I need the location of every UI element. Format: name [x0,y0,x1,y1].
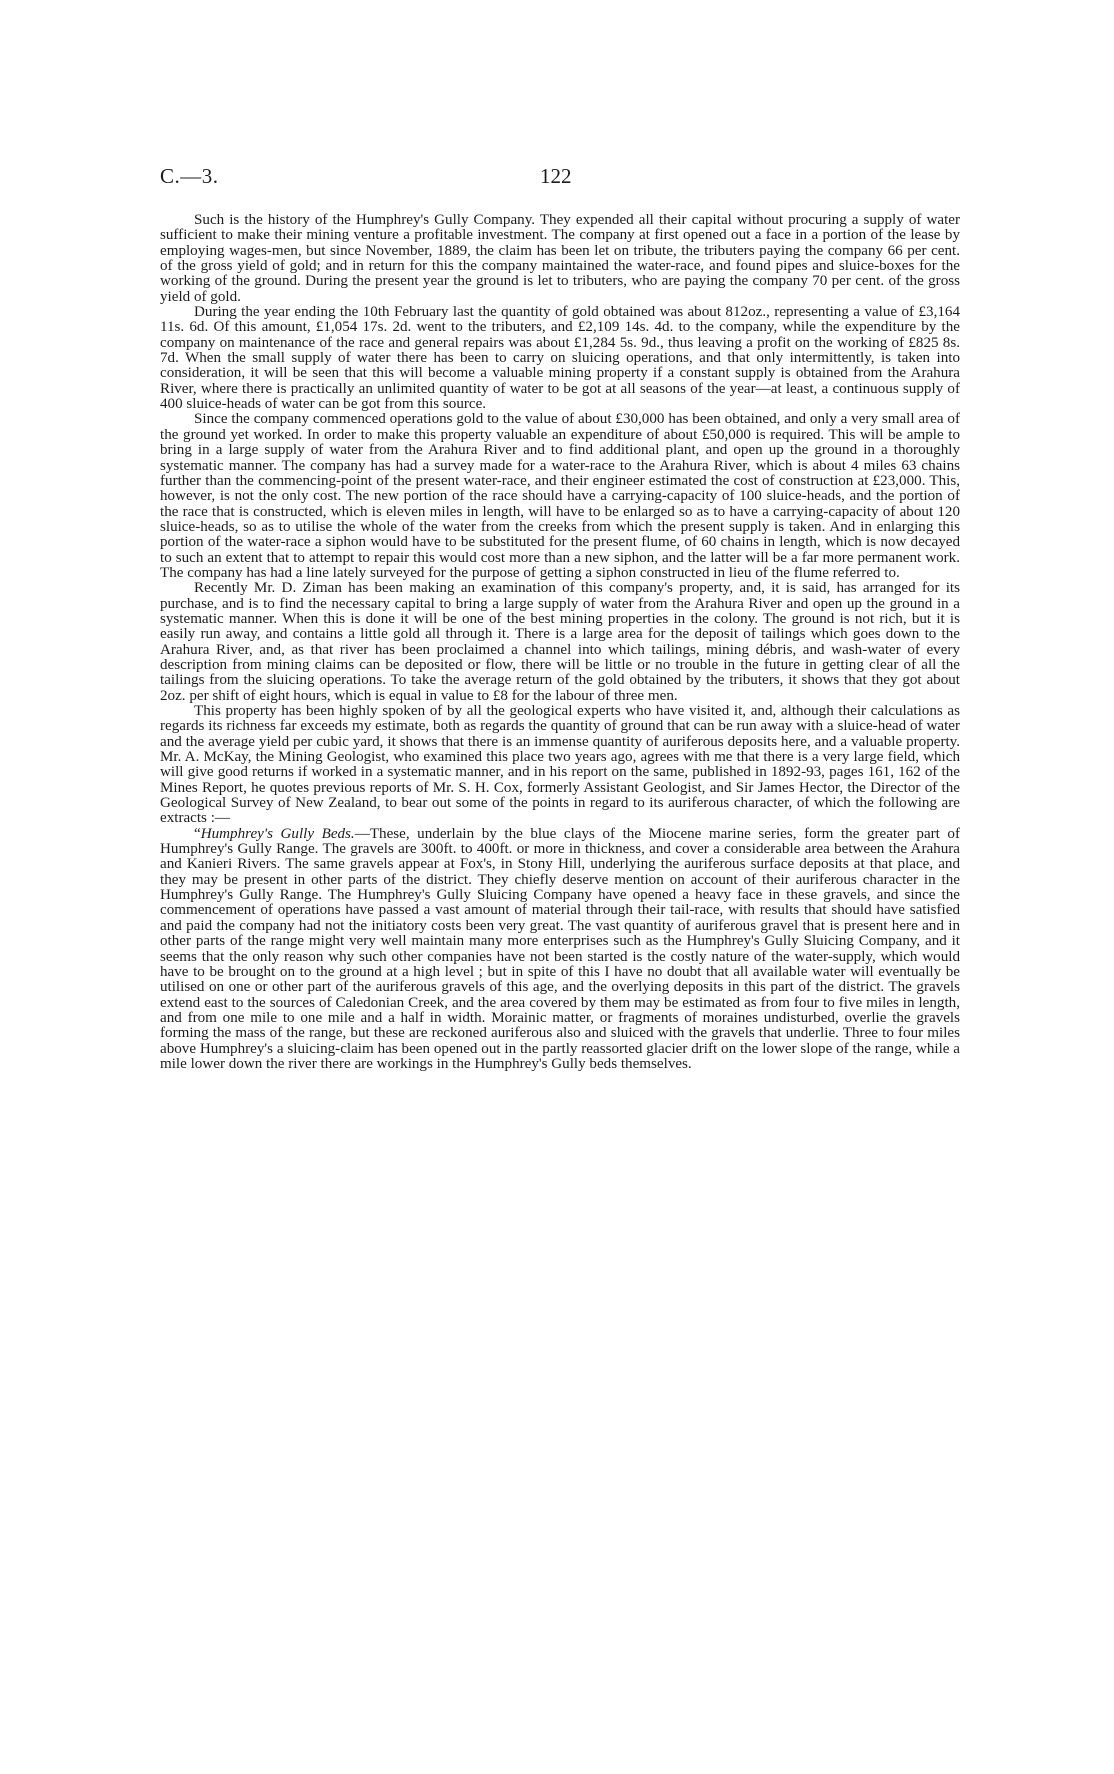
quote-title: Humphrey's Gully Beds. [200,825,355,842]
paragraph-history: Such is the history of the Humphrey's Gully Company. They expended all their capital without procuring a supply of water sufficient to make their mining venture a profitable investment. The company at first opened out a face in a portion of the lease by employing wages-men, but since November, 1889, the claim has been let on tribute, the tributers paying the company 66 per cent. of the gross yield of gold; and in return for this the company maintained the water-race, and found pipes and sluice-boxes for the working of the ground. During the present year the ground is let to tributers, who are paying the company 70 per cent. of the gross yield of gold. [160,212,960,305]
paragraph-yield: During the year ending the 10th February last the quantity of gold obtained was about 812oz., representing a value of £3,164 11s. 6d. Of this amount, £1,054 17s. 2d. went to the tributers, and £2,109 14s. 4d. to the company, while the expenditure by the company on maintenance of the race and general repairs was about £1,284 5s. 9d., thus leaving a profit on the working of £825 8s. 7d. When the small supply of water there has been to carry on sluicing operations, and that only intermittently, is taken into consideration, it will be seen that this will become a valuable mining property if a constant supply is obtained from the Arahura River, where there is practically an unlimited quantity of water to be got at all seasons of the year—at least, a continuous supply of 400 sluice-heads of water can be got from this source. [160,304,960,413]
paragraph-geology: This property has been highly spoken of by all the geological experts who have visited it, and, although their calculations as regards its richness far exceeds my estimate, both as regards the quantity of ground that can be run away with a sluice-head of water and the average yield per cubic yard, it shows that there is an immense quantity of auriferous deposits here, and a valuable property. Mr. A. McKay, the Mining Geologist, who examined this place two years ago, agrees with me that there is a very large field, which will give good returns if worked in a systematic manner, and in his report on the same, published in 1892-93, pages 161, 162 of the Mines Report, he quotes previous reports of Mr. S. H. Cox, formerly Assistant Geologist, and Sir James Hector, the Director of the Geological Survey of New Zealand, to bear out some of the points in regard to its auriferous character, of which the following are extracts :— [160,703,960,827]
paragraph-ziman: Recently Mr. D. Ziman has been making an examination of this company's property, and, it is said, has arranged for its purchase, and is to find the necessary capital to bring a large supply of water from the Arahura River and open up the ground in a systematic manner. When this is done it will be one of the best mining properties in the colony. The ground is not rich, but it is easily run away, and contains a little gold all through it. There is a large area for the deposit of tailings which goes down to the Arahura River, and, as that river has been proclaimed a channel into which tailings, mining débris, and wash-water of every description from mining claims can be deposited or flow, there will be little or no trouble in the future in getting clear of all the tailings from the sluicing operations. To take the average return of the gold obtained by the tributers, it shows that they got about 2oz. per shift of eight hours, which is equal in value to £8 for the labour of three men. [160,580,960,704]
page-header [160,164,960,194]
quote-mark: “ [194,825,201,842]
document-code: C.—3. [160,164,219,188]
quoted-extract [160,827,960,1073]
body-text [160,213,960,1072]
page-number: 122 [540,164,572,188]
quote-text: —These, underlain by the blue clays of the Miocene marine series, form the greater part of Humphrey's Gully Range. The gravels are 300ft. to 400ft. or more in thickness, and cover a considerable area between the Arahura and Kanieri Rivers. The same gravels appear at Fox's, in Stony Hill, underlying the auriferous surface deposits at that place, and they may be present in other parts of the district. They chiefly deserve mention on account of their auriferous character in the Humphrey's Gully Range. The Humphrey's Gully Sluicing Company have opened a heavy face in these gravels, and since the commencement of operations have passed a vast amount of material through their tail-race, with results that should have satisfied and paid the company had not the initiatory costs been very great. The vast quantity of auriferous gravel that is present here and in other parts of the range might very well maintain many more enterprises such as the Humphrey's Gully Sluicing Company, and it seems that the only reason why such other companies have not been started is the costly nature of the water-supply, which would have to be brought on to the ground at a high level ; but in spite of this I have no doubt that all available water will eventually be utilised on one or other part of the auriferous gravels of this age, and the overlying deposits in this part of the district. The gravels extend east to the sources of Caledonian Creek, and the area covered by them may be estimated as from four to five miles in length, and from one mile to one mile and a half in width. Morainic matter, or fragments of moraines undisturbed, overlie the gravels forming the mass of the range, but these are reckoned auriferous also and sluiced with the gravels that underlie. Three to four miles above Humphrey's a sluicing-claim has been opened out in the partly reassorted glacier drift on the lower slope of the range, while a mile lower down the river there are workings in the Humphrey's Gully beds themselves. [160,825,960,1072]
paragraph-expenditure: Since the company commenced operations gold to the value of about £30,000 has been obtained, and only a very small area of the ground yet worked. In order to make this property valuable an expenditure of about £50,000 is required. This will be ample to bring in a large supply of water from the Arahura River and to find additional plant, and open up the ground in a thoroughly systematic manner. The company has had a survey made for a water-race to the Arahura River, which is about 4 miles 63 chains further than the commencing-point of the present water-race, and their engineer estimated the cost of construction at £23,000. This, however, is not the only cost. The new portion of the race should have a carrying-capacity of 100 sluice-heads, and the portion of the race that is constructed, which is eleven miles in length, will have to be enlarged so as to have a carrying-capacity of about 120 sluice-heads, so as to utilise the whole of the water from the creeks from which the present supply is taken. And in enlarging this portion of the water-race a siphon would have to be substituted for the present flume, of 60 chains in length, which is now decayed to such an extent that to attempt to repair this would cost more than a new siphon, and the latter will be a far more permanent work. The company has had a line lately surveyed for the purpose of getting a siphon constructed in lieu of the flume referred to. [160,411,960,581]
